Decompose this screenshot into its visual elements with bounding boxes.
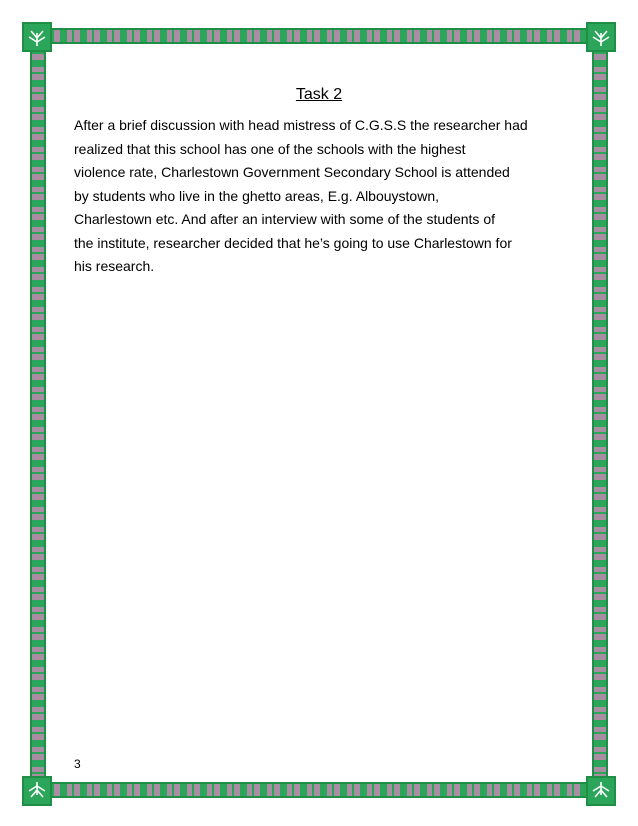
- page-border-bottom: [24, 782, 614, 798]
- page-title: Task 2: [295, 86, 343, 103]
- page-border-top: [24, 28, 614, 44]
- corner-ornament-icon: [586, 22, 616, 52]
- body-paragraph: [74, 114, 574, 279]
- paragraph-line: Charlestown etc. And after an interview with some of the students of: [74, 211, 495, 227]
- paragraph-line: violence rate, Charlestown Government Secondary School is attended: [74, 164, 510, 180]
- paragraph-line: After a brief discussion with head mistress of C.G.S.S the researcher had: [74, 117, 528, 133]
- page-border-right: [592, 44, 608, 782]
- page-border-left: [30, 44, 46, 782]
- page-number: 3: [74, 757, 81, 771]
- paragraph-line: the institute, researcher decided that he’s going to use Charlestown for: [74, 234, 512, 251]
- paragraph-line: realized that this school has one of the schools with the highest: [74, 140, 466, 157]
- corner-ornament-icon: [22, 22, 52, 52]
- paragraph-line: by students who live in the ghetto areas, E.g. Albouystown,: [74, 187, 439, 204]
- paragraph-line: his research.: [74, 258, 155, 274]
- corner-ornament-icon: [586, 776, 616, 806]
- corner-ornament-icon: [22, 776, 52, 806]
